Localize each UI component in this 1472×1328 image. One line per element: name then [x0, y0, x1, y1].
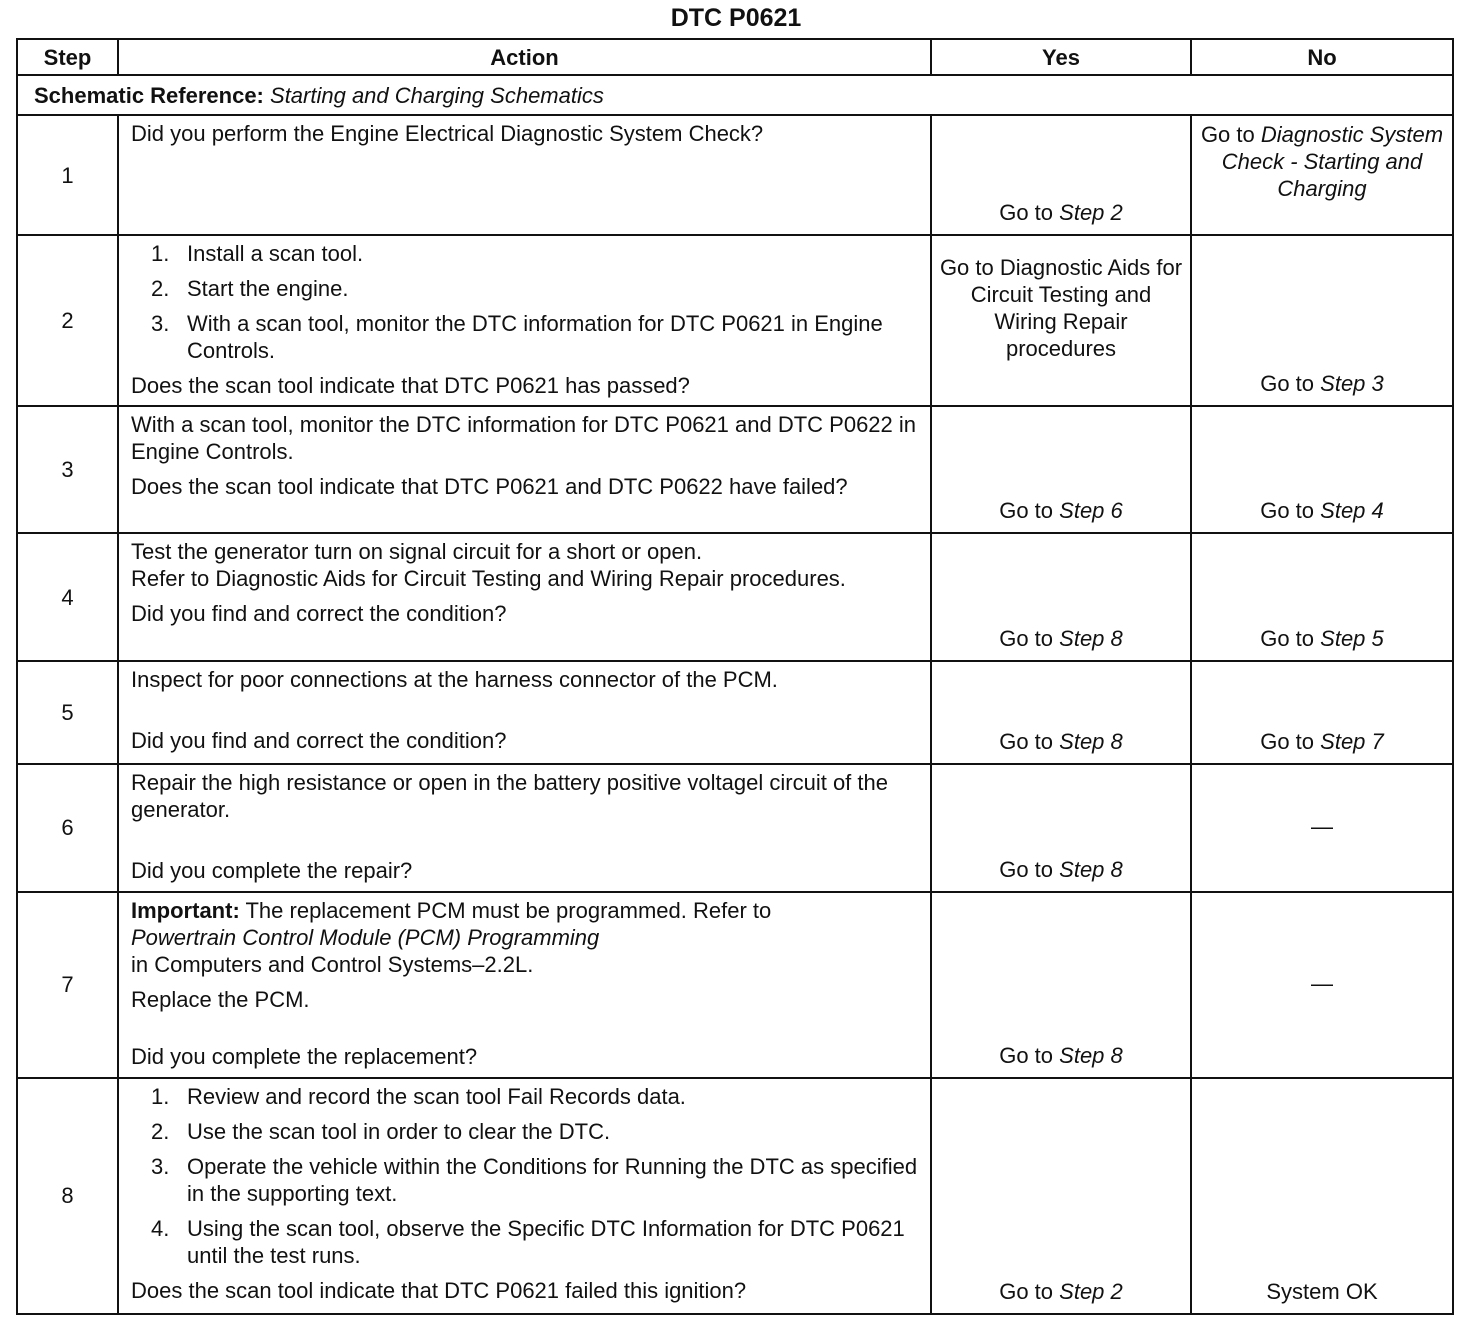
step-number: 6 [17, 764, 118, 892]
instruction-list [131, 1083, 918, 1269]
no-link[interactable]: Step 7 [1320, 728, 1384, 754]
goto-label: Go to [1260, 371, 1315, 397]
no-cell [1191, 533, 1453, 661]
goto-label: Go to [999, 728, 1054, 754]
header-row [17, 39, 1453, 75]
question-text: Did you complete the replacement? [131, 1043, 478, 1069]
action-cell [118, 533, 931, 661]
table-row [17, 892, 1453, 1078]
no-link[interactable]: Step 4 [1320, 498, 1384, 524]
step-number: 2 [17, 235, 118, 406]
yes-procedure-link[interactable]: Go to Diagnostic Aids for Circuit Testing and Wiring Repair procedures [939, 255, 1183, 362]
yes-cell [931, 115, 1191, 235]
yes-link[interactable]: Step 2 [1059, 1279, 1123, 1304]
table-row [17, 406, 1453, 533]
step-number: 7 [17, 892, 118, 1078]
action-cell [118, 661, 931, 763]
question-text: Did you find and correct the condition? [131, 728, 507, 754]
action-cell [118, 235, 931, 406]
no-cell: — [1191, 892, 1453, 1078]
header-step: Step [17, 39, 118, 75]
step-number: 5 [17, 661, 118, 763]
question-text: Did you find and correct the condition? [131, 601, 507, 627]
yes-link[interactable]: Step 8 [1059, 1042, 1123, 1068]
table-row [17, 533, 1453, 661]
important-text: The replacement PCM must be programmed. Refer to [245, 897, 772, 923]
yes-link[interactable]: Step 8 [1059, 626, 1123, 652]
action-cell [118, 764, 931, 892]
no-cell [1191, 406, 1453, 533]
action-text: Replace the PCM. [131, 986, 310, 1012]
goto-label: Go to [999, 498, 1054, 524]
no-cell: — [1191, 764, 1453, 892]
yes-cell [931, 661, 1191, 763]
action-cell [118, 1078, 931, 1314]
no-cell [1191, 661, 1453, 763]
table-row [17, 1078, 1453, 1314]
question-text: Did you complete the repair? [131, 857, 413, 883]
action-text: Inspect for poor connections at the harness connector of the PCM. [131, 667, 778, 693]
header-action: Action [118, 39, 931, 75]
instruction-list [131, 240, 918, 364]
schematic-link[interactable]: Starting and Charging Schematics [270, 82, 604, 108]
table-row [17, 764, 1453, 892]
goto-label: Go to [999, 1042, 1054, 1068]
yes-link[interactable]: Step 6 [1059, 498, 1123, 524]
action-text: Repair the high resistance or open in the battery positive voltagel circuit of the generator. [131, 769, 888, 822]
header-no: No [1191, 39, 1453, 75]
list-item: 3. Operate the vehicle within the Conditions for Running the DTC as specified in the supporting text. [151, 1153, 918, 1206]
schematic-label: Schematic Reference: [34, 82, 264, 108]
action-cell [118, 115, 931, 235]
action-text: With a scan tool, monitor the DTC information for DTC P0621 and DTC P0622 in Engine Controls. [131, 412, 917, 465]
yes-cell [931, 235, 1191, 406]
step-number: 8 [17, 1078, 118, 1314]
goto-label: Go to [1200, 122, 1255, 148]
yes-link[interactable]: Step 8 [1059, 728, 1123, 754]
list-item: 3. With a scan tool, monitor the DTC information for DTC P0621 in Engine Controls. [151, 311, 883, 364]
yes-cell [931, 764, 1191, 892]
no-link[interactable]: Step 5 [1320, 626, 1384, 652]
important-note [131, 897, 918, 978]
important-tail: in Computers and Control Systems–2.2L. [131, 951, 534, 977]
goto-label: Go to [999, 626, 1054, 652]
action-reference-text: Refer to Diagnostic Aids for Circuit Testing and Wiring Repair procedures. [131, 566, 846, 592]
yes-cell [931, 892, 1191, 1078]
yes-link[interactable]: Step 8 [1059, 856, 1123, 882]
goto-label: Go to [1260, 728, 1315, 754]
question-text: Does the scan tool indicate that DTC P0621 and DTC P0622 have failed? [131, 474, 848, 500]
list-item: 4. Using the scan tool, observe the Specific DTC Information for DTC P0621 until the test runs. [151, 1215, 905, 1268]
yes-cell [931, 1078, 1191, 1314]
header-yes: Yes [931, 39, 1191, 75]
schematic-reference-row [17, 75, 1453, 115]
no-link[interactable]: Step 3 [1320, 371, 1384, 397]
table-row [17, 661, 1453, 763]
step-number: 3 [17, 406, 118, 533]
no-cell: System OK [1191, 1078, 1453, 1314]
goto-label: Go to [999, 856, 1054, 882]
yes-link[interactable]: Step 2 [1059, 200, 1123, 226]
goto-label: Go to [999, 200, 1054, 226]
step-number: 4 [17, 533, 118, 661]
step-number: 1 [17, 115, 118, 235]
question-text: Does the scan tool indicate that DTC P0621 has passed? [131, 373, 690, 399]
list-item: 1. Review and record the scan tool Fail Records data. [151, 1083, 686, 1109]
important-link[interactable]: Powertrain Control Module (PCM) Programming [131, 924, 600, 950]
list-item: 1. Install a scan tool. [151, 241, 364, 267]
question-text: Does the scan tool indicate that DTC P0621 failed this ignition? [131, 1277, 747, 1303]
goto-label: Go to [1260, 498, 1315, 524]
action-text: Test the generator turn on signal circuit for a short or open. [131, 539, 703, 565]
yes-cell [931, 533, 1191, 661]
list-item: 2. Use the scan tool in order to clear the DTC. [151, 1118, 611, 1144]
diagnostic-table [16, 38, 1454, 1315]
list-item: 2. Start the engine. [151, 276, 349, 302]
goto-label: Go to [999, 1279, 1054, 1304]
action-cell [118, 406, 931, 533]
no-cell [1191, 115, 1453, 235]
important-label: Important: [131, 897, 240, 923]
yes-cell [931, 406, 1191, 533]
goto-label: Go to [1260, 626, 1315, 652]
action-cell [118, 892, 931, 1078]
no-link[interactable]: Diagnostic System Check - Starting and Charging [1221, 122, 1444, 202]
table-row [17, 115, 1453, 235]
page-title: DTC P0621 [670, 4, 802, 32]
table-row [17, 235, 1453, 406]
question-text: Did you perform the Engine Electrical Diagnostic System Check? [131, 121, 764, 147]
no-cell [1191, 235, 1453, 406]
